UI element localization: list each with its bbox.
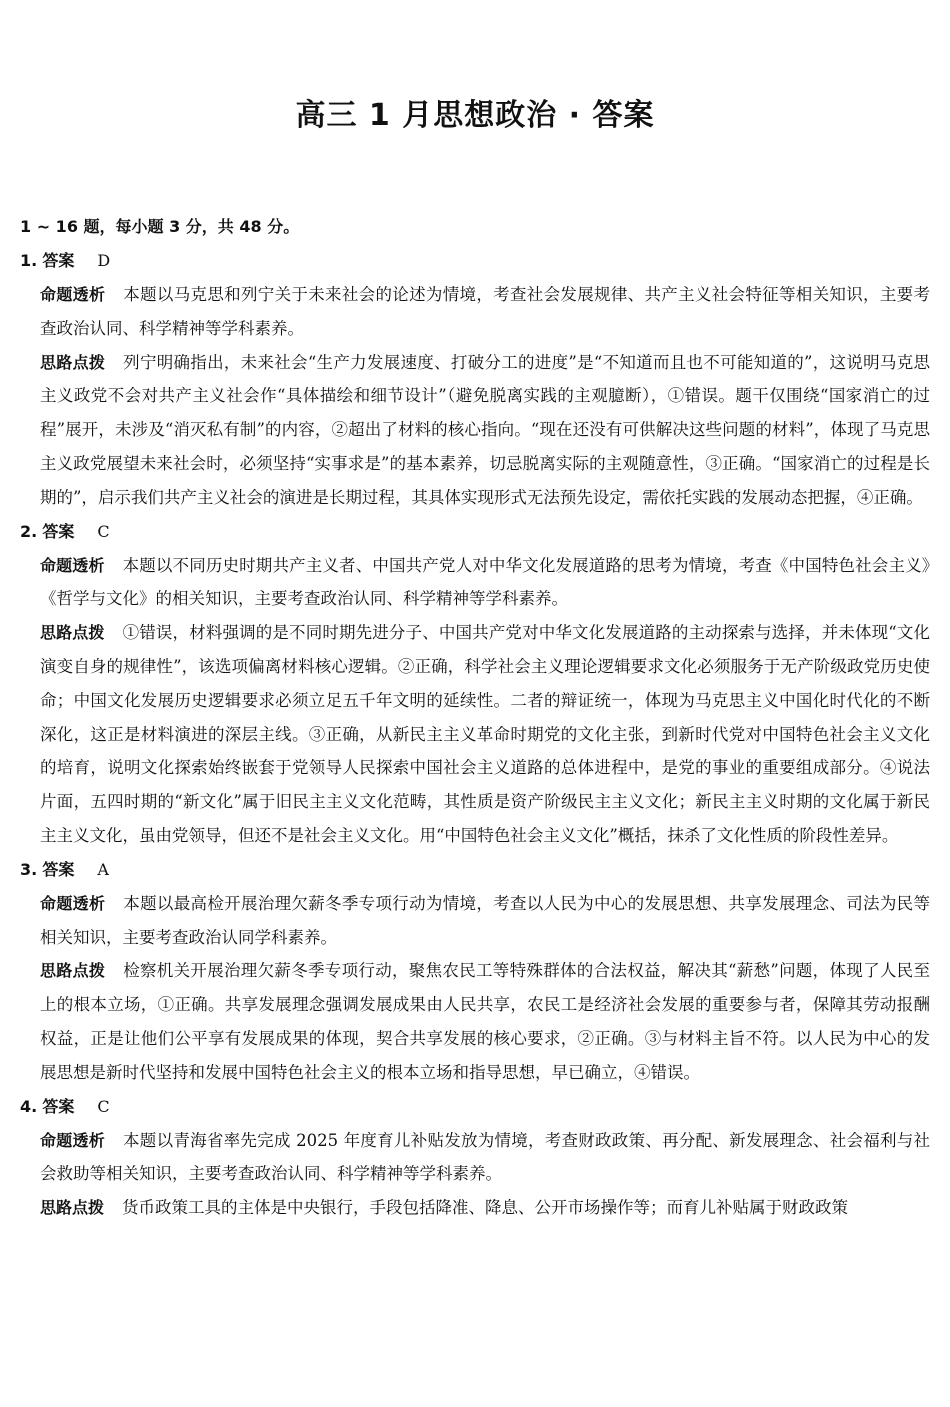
analysis-text: 本题以马克思和列宁关于未来社会的论述为情境，考查社会发展规律、共产主义社会特征等相关知识，主要考查政治认同、科学精神等学科素养。 — [40, 285, 930, 338]
page-title: 高三 1 月思想政治 · 答案 — [295, 98, 655, 133]
reasoning-text: 货币政策工具的主体是中央银行，手段包括降准、降息、公开市场操作等；而育儿补贴属于财政政策 — [122, 1198, 849, 1218]
answer-label: 答案 — [42, 1096, 75, 1116]
reasoning-label: 思路点拨 — [40, 961, 106, 981]
question-3 — [20, 853, 930, 1090]
reasoning-paragraph — [20, 1191, 930, 1225]
answer-value: C — [97, 1096, 110, 1116]
question-number: 4. — [20, 1096, 38, 1116]
answer-label: 答案 — [42, 521, 75, 541]
answer-line — [20, 853, 930, 887]
question-number: 3. — [20, 859, 38, 879]
analysis-paragraph — [20, 1124, 930, 1192]
reasoning-text: 检察机关开展治理欠薪冬季专项行动，聚焦农民工等特殊群体的合法权益，解决其“薪愁”问题，体现了人民至上的根本立场，①正确。共享发展理念强调发展成果由人民共享，农民工是经济社会发展的重要参与者，保障其劳动报酬权益，正是让他们公平享有发展成果的体现，契合共享发展的核心要求，②正确。③与材料主旨不符。以人民为中心的发展思想是新时代坚持和发展中国特色社会主义的根本立场和指导思想，早已确立，④错误。 — [40, 961, 930, 1082]
question-number: 2. — [20, 521, 38, 541]
analysis-paragraph — [20, 549, 930, 617]
answer-label: 答案 — [42, 859, 75, 879]
question-number: 1. — [20, 251, 38, 270]
reasoning-label: 思路点拨 — [40, 623, 105, 643]
answer-line — [20, 244, 930, 278]
section-intro: 1 ~ 16 题，每小题 3 分，共 48 分。 — [20, 217, 300, 236]
analysis-text: 本题以不同历史时期共产主义者、中国共产党人对中华文化发展道路的思考为情境，考查《中国特色社会主义》《哲学与文化》的相关知识，主要考查政治认同、科学精神等学科素养。 — [40, 555, 930, 609]
analysis-text: 本题以青海省率先完成 2025 年度育儿补贴发放为情境，考查财政政策、再分配、新发展理念、社会福利与社会救助等相关知识，主要考查政治认同、科学精神等学科素养。 — [40, 1130, 930, 1184]
answer-label: 答案 — [42, 251, 75, 270]
analysis-label: 命题透析 — [40, 1130, 106, 1150]
answer-line — [20, 515, 930, 549]
answer-value: D — [97, 251, 111, 270]
answer-line — [20, 1090, 930, 1124]
analysis-label: 命题透析 — [40, 893, 106, 913]
answer-value: A — [97, 859, 109, 879]
analysis-text: 本题以最高检开展治理欠薪冬季专项行动为情境，考查以人民为中心的发展思想、共享发展理念、司法为民等相关知识，主要考查政治认同学科素养。 — [40, 893, 930, 947]
question-2 — [20, 515, 930, 853]
analysis-paragraph — [20, 887, 930, 955]
analysis-paragraph — [20, 278, 930, 346]
reasoning-text: 列宁明确指出，未来社会“生产力发展速度、打破分工的进度”是“不知道而且也不可能知道的”，这说明马克思主义政党不会对共产主义社会作“具体描绘和细节设计”（避免脱离实践的主观臆断），①错误。题干仅围绕“国家消亡的过程”展开，未涉及“消灭私有制”的内容，②超出了材料的核心指向。“现在还没有可供解决这些问题的材料”，体现了马克思主义政党展望未来社会时，必须坚持“实事求是”的基本素养，切忌脱离实际的主观随意性，③正确。“国家消亡的过程是长期的”，启示我们共产主义社会的演进是长期过程，其具体实现形式无法预先设定，需依托实践的发展动态把握，④正确。 — [40, 352, 930, 507]
analysis-label: 命题透析 — [40, 555, 105, 575]
reasoning-paragraph — [20, 954, 930, 1089]
question-4 — [20, 1090, 930, 1225]
answer-content — [20, 210, 930, 1225]
reasoning-text: ①错误，材料强调的是不同时期先进分子、中国共产党对中华文化发展道路的主动探索与选择，并未体现“文化演变自身的规律性”，该选项偏离材料核心逻辑。②正确，科学社会主义理论逻辑要求文化必须服务于无产阶级政党历史使命；中国文化发展历史逻辑要求必须立足五千年文明的延续性。二者的辩证统一，体现为马克思主义中国化时代化的不断深化，这正是材料演进的深层主线。③正确，从新民主主义革命时期党的文化主张，到新时代党对中国特色社会主义文化的培育，说明文化探索始终嵌套于党领导人民探索中国社会主义道路的总体进程中，是党的事业的重要组成部分。④说法片面，五四时期的“新文化”属于旧民主主义文化范畴，其性质是资产阶级民主主义文化；新民主主义时期的文化属于新民主主义文化，虽由党领导，但还不是社会主义文化。用“中国特色社会主义文化”概括，抹杀了文化性质的阶段性差异。 — [40, 623, 930, 845]
reasoning-label: 思路点拨 — [40, 1198, 105, 1218]
reasoning-paragraph — [20, 616, 930, 853]
question-1 — [20, 244, 930, 515]
answer-value: C — [97, 521, 110, 541]
analysis-label: 命题透析 — [40, 285, 106, 304]
reasoning-label: 思路点拨 — [40, 352, 106, 372]
reasoning-paragraph — [20, 346, 930, 515]
